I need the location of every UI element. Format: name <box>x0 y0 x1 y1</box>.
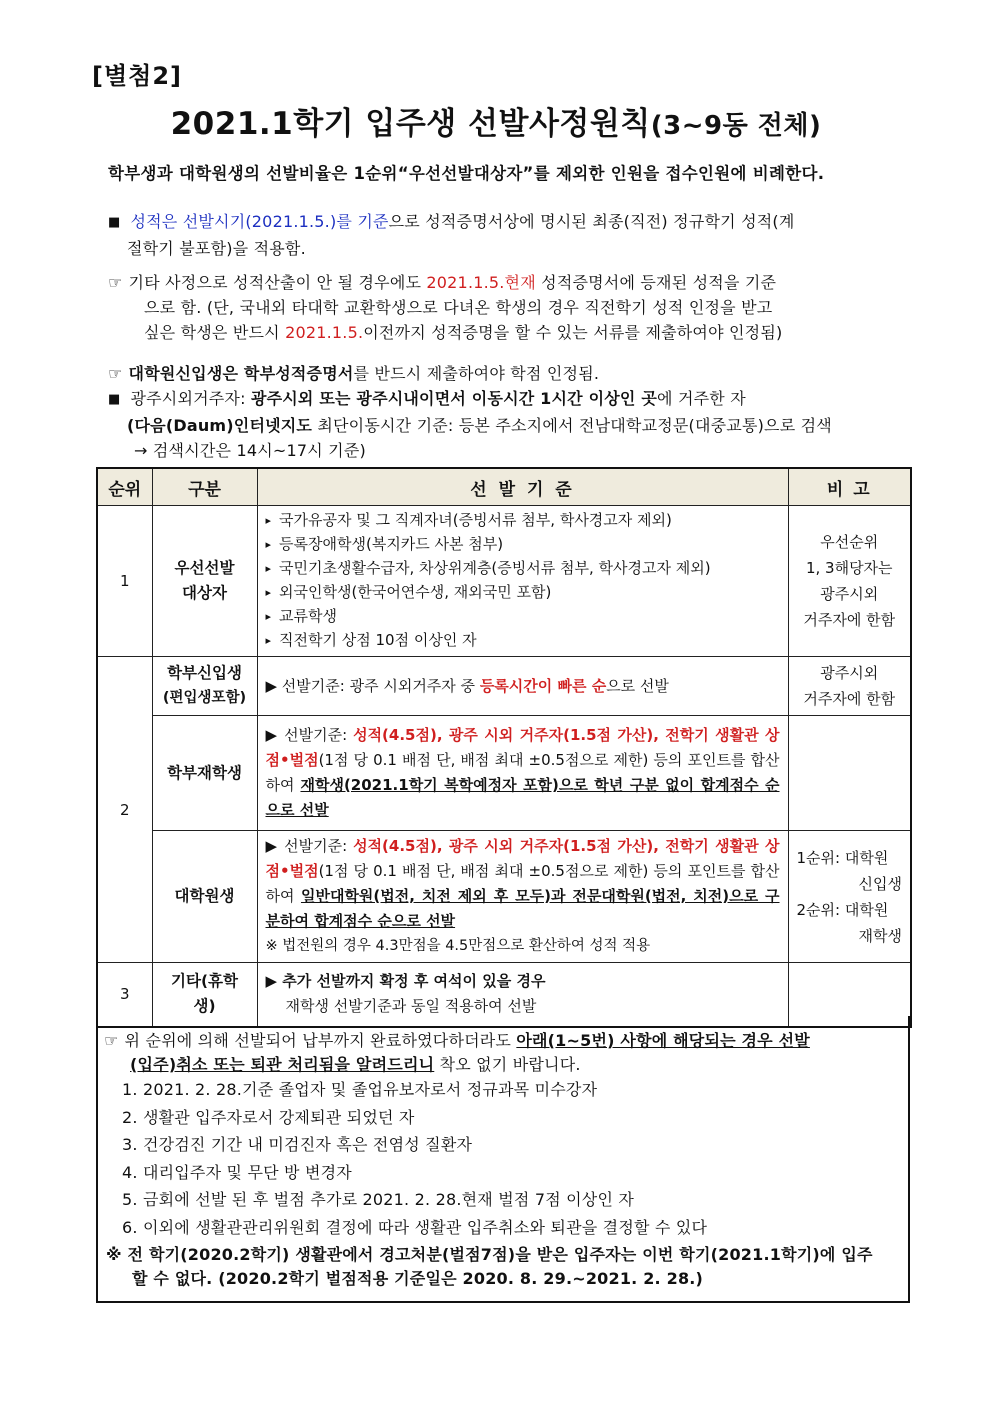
header-note: 비 고 <box>788 468 911 506</box>
title-sub: (3~9동 전체) <box>650 111 822 141</box>
note-cell <box>788 716 911 831</box>
category-cell: 학부재학생 <box>152 716 257 831</box>
criteria-cell: ▶ 선발기준: 성적(4.5점), 광주 시외 거주자(1.5점 가산), 전학기 생활관 상점•벌점(1점 당 0.1 배점 단, 배점 최대 ±0.5점으로 제한) 등의 포인트를 합산하여 재학생(2021.1학기 복학예정자 포함)으로 학년 구분 없이 합계점수 순으로 선발 <box>257 716 788 831</box>
square-bullet-icon: ■ <box>108 392 121 407</box>
rule-outside-resident: ■ 광주시외거주자: 광주시외 또는 광주시내이면서 이동시간 1시간 이상인 곳에 거주한 자 (다음(Daum)인터넷지도 최단이동시간 기준: 등본 주소지에서 전남대학교정문(대중교통)으로 검색 → 검색시간은 14시~17시 기준) <box>108 389 832 460</box>
rank-cell: 1 <box>97 506 152 657</box>
note-cell: 광주시외 거주자에 한함 <box>788 657 911 716</box>
rule-grad-freshman: ☞ 대학원신입생은 학부성적증명서를 반드시 제출하여야 학점 인정됨. <box>108 364 600 383</box>
list-item: 3. 건강검진 기간 내 미검진자 혹은 전염성 질환자 <box>122 1135 473 1155</box>
note-cell: 1순위: 대학원 신입생 2순위: 대학원 재학생 <box>788 831 911 963</box>
list-item: ▸ 국민기초생활수급자, 차상위계층(증빙서류 첨부, 학사경고자 제외) <box>266 557 780 581</box>
note-cell: 우선순위 1, 3해당자는 광주시외 거주자에 한함 <box>788 506 911 657</box>
criteria-cell <box>257 506 788 657</box>
criteria-cell: ▶ 선발기준: 성적(4.5점), 광주 시외 거주자(1.5점 가산), 전학기 생활관 상점•벌점(1점 당 0.1 배점 단, 배점 최대 ±0.5점으로 제한) 등의 포인트를 합산하여 일반대학원(법전, 치전 제외 후 모두)과 전문대학원(법전, 치전)으로 구분하여 합계점수 순으로 선발 ※ 법전원의 경우 4.3만점을 4.5만점으로 환산하여 성적 적용 <box>257 831 788 963</box>
list-item: 5. 금회에 선발 된 후 벌점 추가로 2021. 2. 28.현재 벌점 7점 이상인 자 <box>122 1190 635 1210</box>
attachment-label: [별첨2] <box>92 62 183 90</box>
list-item: ▸ 외국인학생(한국어연수생, 재외국민 포함) <box>266 581 780 605</box>
cancellation-list <box>122 1076 707 1242</box>
warning-note: ※ 전 학기(2020.2학기) 생활관에서 경고처분(벌점7점)을 받은 입주자는 이번 학기(2021.1학기)에 입주 할 수 없다. (2020.2학기 벌점적용 기준일은 2020. 8. 29.~2021. 2. 28.) <box>106 1245 873 1288</box>
footnote: ※ 법전원의 경우 4.3만점을 4.5만점으로 환산하여 성적 적용 <box>265 938 651 954</box>
list-item: 6. 이외에 생활관관리위원회 결정에 따라 생활관 입주취소와 퇴관을 결정할 수 있다 <box>122 1217 708 1237</box>
criteria-cell: ▶ 추가 선발까지 확정 후 여석이 있을 경우 재학생 선발기준과 동일 적용하여 선발 <box>257 963 788 1027</box>
table-row <box>97 506 911 657</box>
table-row <box>97 831 911 963</box>
list-item: ▸ 등록장애학생(복지카드 사본 첨부) <box>266 533 780 557</box>
header-criteria: 선 발 기 준 <box>257 468 788 506</box>
pointing-hand-icon: ☞ <box>108 273 123 292</box>
list-item: 4. 대리입주자 및 무단 방 변경자 <box>122 1162 352 1182</box>
criteria-cell: ▶ 선발기준: 광주 시외거주자 중 등록시간이 빠른 순으로 선발 <box>257 657 788 716</box>
selection-criteria-table <box>96 467 912 1028</box>
list-item: 2. 생활관 입주자로서 강제퇴관 되었던 자 <box>122 1107 415 1127</box>
category-cell: 기타(휴학생) <box>152 963 257 1027</box>
page-title <box>0 98 992 143</box>
list-item: ▸ 교류학생 <box>266 605 780 629</box>
title-main: 2021.1학기 입주생 선발사정원칙 <box>170 106 651 142</box>
header-rank: 순위 <box>97 468 152 506</box>
category-cell: 학부신입생 (편입생포함) <box>152 657 257 716</box>
table-row <box>97 657 911 716</box>
table-row <box>97 716 911 831</box>
list-item: 1. 2021. 2. 28.기준 졸업자 및 졸업유보자로서 정규과목 미수강자 <box>122 1080 598 1099</box>
table-header-row <box>97 468 911 506</box>
category-cell: 우선선발 대상자 <box>152 506 257 657</box>
square-bullet-icon: ■ <box>108 215 121 230</box>
priority-list <box>266 509 780 653</box>
list-item: ▸ 직전학기 상점 10점 이상인 자 <box>266 629 780 653</box>
rank-cell: 3 <box>97 963 152 1027</box>
intro-text: 학부생과 대학원생의 선발비율은 1순위“우선선발대상자”를 제외한 인원을 접수인원에 비례한다. <box>108 164 825 183</box>
rule-grade-exception: ☞ 기타 사정으로 성적산출이 안 될 경우에도 2021.1.5.현재 성적증명서에 등재된 성적을 기준 으로 함. (단, 국내외 타대학 교환학생으로 다녀온 학생의 경우 직전학기 성적 인정을 받고 싶은 학생은 반드시 2021.1.5.이전까지 성적증명을 할 수 있는 서류를 제출하여야 인정됨) <box>108 273 783 342</box>
cancellation-intro: ☞ 위 순위에 의해 선발되어 납부까지 완료하였다하더라도 아래(1~5번) 사항에 해당되는 경우 선발 (입주)취소 또는 퇴관 처리됨을 알려드리니 착오 없기 바랍니다. <box>104 1031 810 1074</box>
pointing-hand-icon: ☞ <box>108 364 123 383</box>
header-category: 구분 <box>152 468 257 506</box>
list-item: ▸ 국가유공자 및 그 직계자녀(증빙서류 첨부, 학사경고자 제외) <box>266 509 780 533</box>
pointing-hand-icon: ☞ <box>104 1031 119 1050</box>
category-cell: 대학원생 <box>152 831 257 963</box>
rule-grade-basis: ■ 성적은 선발시기(2021.1.5.)를 기준으로 성적증명서상에 명시된 최종(직전) 정규학기 성적(계 절학기 불포함)을 적용함. <box>108 212 795 258</box>
rank-cell: 2 <box>97 657 152 963</box>
